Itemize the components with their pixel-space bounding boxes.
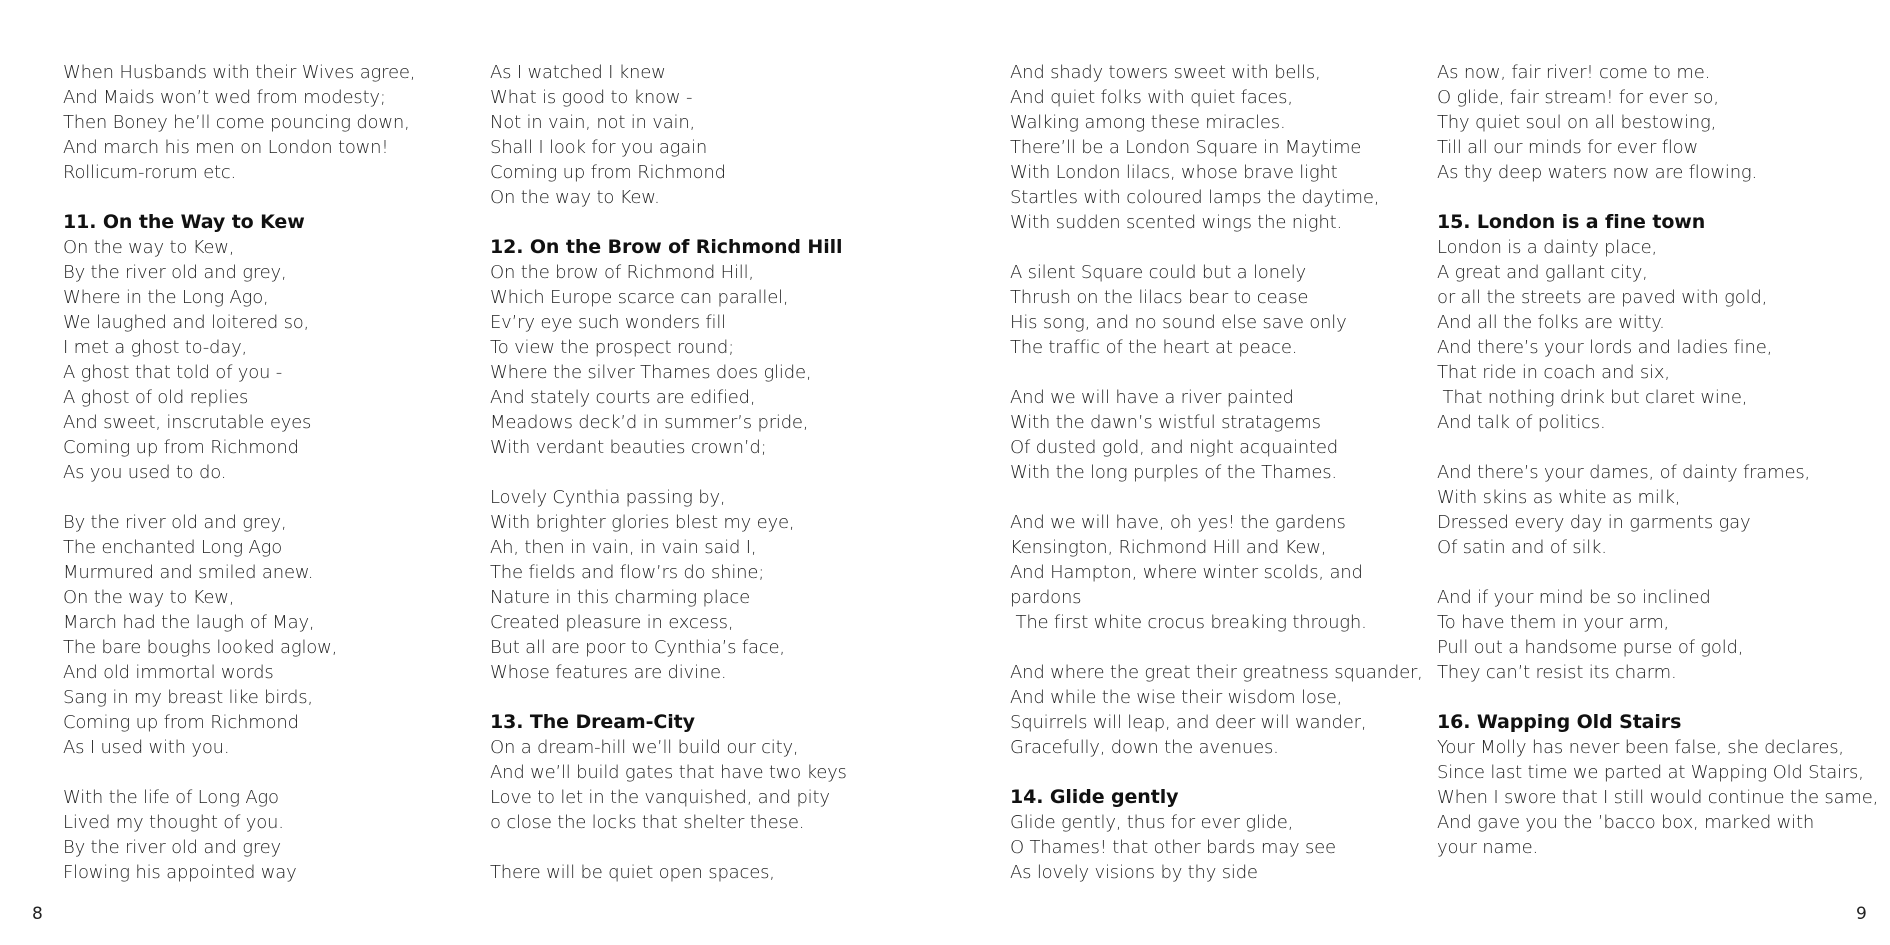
verse-line: London is a dainty place, — [1437, 237, 1658, 258]
stanza — [1437, 585, 1857, 685]
verse-line: The traffic of the heart at peace. — [1010, 337, 1298, 358]
verse-line: Coming up from Richmond — [63, 712, 299, 733]
verse-line: A ghost of old replies — [63, 387, 249, 408]
verse-line: Where the silver Thames does glide, — [490, 362, 812, 383]
stanza — [490, 860, 910, 885]
verse-line: And there’s your dames, of dainty frames, — [1437, 462, 1811, 483]
poem-section — [490, 235, 910, 460]
verse-line: O Thames! that other bards may see — [1010, 837, 1336, 858]
verse-line: o close the locks that shelter these. — [490, 812, 805, 833]
poem-section — [1437, 710, 1879, 860]
verse-line: The bare boughs looked aglow, — [63, 637, 338, 658]
verse-line: They can’t resist its charm. — [1437, 662, 1677, 683]
verse-line: Murmured and smiled anew. — [63, 562, 314, 583]
verse-line: Till all our minds for ever flow — [1437, 137, 1698, 158]
verse-line: We laughed and loitered so, — [63, 312, 310, 333]
verse-line: With the long purples of the Thames. — [1010, 462, 1337, 483]
verse-line: As now, fair river! come to me. — [1437, 62, 1711, 83]
verse-line: To view the prospect round; — [490, 337, 735, 358]
verse-line: Love to let in the vanquished, and pity — [490, 787, 830, 808]
poem-title: 16. Wapping Old Stairs — [1437, 711, 1682, 733]
poem-section — [490, 710, 910, 835]
verse-line: Since last time we parted at Wapping Old Stairs, — [1437, 762, 1864, 783]
stanza — [63, 510, 483, 760]
poem-title: 14. Glide gently — [1010, 786, 1179, 808]
verse-line: Lived my thought of you. — [63, 812, 284, 833]
poem-section — [1010, 785, 1430, 885]
verse-line: As thy deep waters now are flowing. — [1437, 162, 1758, 183]
verse-line: Kensington, Richmond Hill and Kew, — [1010, 537, 1327, 558]
verse-line: And all the folks are witty. — [1437, 312, 1665, 333]
verse-line: And we’ll build gates that have two keys — [490, 762, 847, 783]
verse-line: Rollicum-rorum etc. — [63, 162, 237, 183]
verse-line: That nothing drink but claret wine, — [1437, 387, 1748, 408]
verse-line: With verdant beauties crown’d; — [490, 437, 767, 458]
verse-line: There’ll be a London Square in Maytime — [1010, 137, 1362, 158]
verse-line: Of satin and of silk. — [1437, 537, 1607, 558]
stanza — [1010, 260, 1430, 360]
verse-line: Pull out a handsome purse of gold, — [1437, 637, 1744, 658]
poem-section — [1437, 210, 1857, 435]
verse-line: On the brow of Richmond Hill, — [490, 262, 754, 283]
column-2 — [490, 60, 910, 885]
verse-line: When I swore that I still would continue the same, — [1437, 787, 1879, 808]
verse-line: But all are poor to Cynthia’s face, — [490, 637, 785, 658]
verse-line: And while the wise their wisdom lose, — [1010, 687, 1343, 708]
verse-line: And quiet folks with quiet faces, — [1010, 87, 1293, 108]
verse-line: or all the streets are paved with gold, — [1437, 287, 1768, 308]
verse-line: Created pleasure in excess, — [490, 612, 734, 633]
verse-line: What is good to know - — [490, 87, 693, 108]
verse-line: And old immortal words — [63, 662, 274, 683]
poem-title: 12. On the Brow of Richmond Hill — [490, 236, 843, 258]
verse-line: Ah, then in vain, in vain said I, — [490, 537, 757, 558]
verse-line: And where the great their greatness squander, — [1010, 662, 1423, 683]
verse-line: A great and gallant city, — [1437, 262, 1648, 283]
stanza — [1010, 60, 1430, 235]
verse-line: The first white crocus breaking through. — [1010, 612, 1367, 633]
verse-line: With skins as white as milk, — [1437, 487, 1681, 508]
verse-line: Sang in my breast like birds, — [63, 687, 313, 708]
verse-line: Meadows deck’d in summer’s pride, — [490, 412, 809, 433]
verse-line: His song, and no sound else save only — [1010, 312, 1347, 333]
verse-line: Thy quiet soul on all bestowing, — [1437, 112, 1717, 133]
verse-line: With the dawn’s wistful stratagems — [1010, 412, 1321, 433]
verse-line: As you used to do. — [63, 462, 227, 483]
verse-line: As lovely visions by thy side — [1010, 862, 1258, 883]
verse-line: The fields and flow’rs do shine; — [490, 562, 765, 583]
verse-line: O glide, fair stream! for ever so, — [1437, 87, 1719, 108]
verse-line: And Hampton, where winter scolds, and — [1010, 562, 1363, 583]
verse-line: On the way to Kew, — [63, 237, 235, 258]
verse-line: Walking among these miracles. — [1010, 112, 1286, 133]
verse-line: With brighter glories blest my eye, — [490, 512, 795, 533]
verse-line: Not in vain, not in vain, — [490, 112, 696, 133]
stanza — [1010, 660, 1430, 760]
verse-line: With the life of Long Ago — [63, 787, 279, 808]
column-4 — [1437, 60, 1879, 860]
verse-line: And if your mind be so inclined — [1437, 587, 1711, 608]
verse-line: Squirrels will leap, and deer will wander, — [1010, 712, 1367, 733]
stanza — [63, 60, 483, 185]
column-3 — [1010, 60, 1430, 885]
verse-line: By the river old and grey, — [63, 262, 287, 283]
poem-title: 13. The Dream-City — [490, 711, 695, 733]
poem-title: 15. London is a fine town — [1437, 211, 1706, 233]
verse-line: With sudden scented wings the night. — [1010, 212, 1342, 233]
poem-section — [63, 210, 483, 485]
verse-line: Then Boney he’ll come pouncing down, — [63, 112, 410, 133]
verse-line: Flowing his appointed way — [63, 862, 297, 883]
verse-line: Whose features are divine. — [490, 662, 727, 683]
verse-line: And there’s your lords and ladies fine, — [1437, 337, 1773, 358]
verse-line: And stately courts are edified, — [490, 387, 756, 408]
page-number-right: 9 — [1856, 904, 1867, 924]
verse-line: And talk of politics. — [1437, 412, 1606, 433]
stanza — [1437, 460, 1857, 560]
verse-line: Glide gently, thus for ever glide, — [1010, 812, 1294, 833]
verse-line: your name. — [1437, 837, 1538, 858]
verse-line: And we will have a river painted — [1010, 387, 1294, 408]
stanza — [1010, 385, 1430, 485]
verse-line: March had the laugh of May, — [63, 612, 315, 633]
verse-line: Nature in this charming place — [490, 587, 750, 608]
verse-line: There will be quiet open spaces, — [490, 862, 775, 883]
verse-line: On the way to Kew, — [63, 587, 235, 608]
column-1 — [63, 60, 483, 885]
verse-line: By the river old and grey, — [63, 512, 287, 533]
verse-line: Ev’ry eye such wonders fill — [490, 312, 726, 333]
verse-line: That ride in coach and six, — [1437, 362, 1670, 383]
stanza — [490, 60, 910, 210]
verse-line: Thrush on the lilacs bear to cease — [1010, 287, 1309, 308]
stanza — [1437, 60, 1857, 185]
verse-line: I met a ghost to-day, — [63, 337, 248, 358]
verse-line: As I used with you. — [63, 737, 230, 758]
verse-line: Lovely Cynthia passing by, — [490, 487, 726, 508]
verse-line: pardons — [1010, 587, 1082, 608]
verse-line: Dressed every day in garments gay — [1437, 512, 1751, 533]
verse-line: When Husbands with their Wives agree, — [63, 62, 416, 83]
stanza — [63, 785, 483, 885]
poem-title: 11. On the Way to Kew — [63, 211, 305, 233]
verse-line: By the river old and grey — [63, 837, 281, 858]
verse-line: Startles with coloured lamps the daytime, — [1010, 187, 1380, 208]
verse-line: Of dusted gold, and night acquainted — [1010, 437, 1338, 458]
page-number-left: 8 — [32, 904, 43, 924]
stanza — [490, 485, 910, 685]
verse-line: Coming up from Richmond — [490, 162, 726, 183]
verse-line: The enchanted Long Ago — [63, 537, 283, 558]
verse-line: To have them in your arm, — [1437, 612, 1670, 633]
verse-line: Which Europe scarce can parallel, — [490, 287, 789, 308]
verse-line: And gave you the ’bacco box, marked with — [1437, 812, 1815, 833]
stanza — [1010, 510, 1430, 635]
verse-line: On a dream-hill we’ll build our city, — [490, 737, 799, 758]
verse-line: As I watched I knew — [490, 62, 666, 83]
verse-line: With London lilacs, whose brave light — [1010, 162, 1338, 183]
verse-line: Where in the Long Ago, — [63, 287, 269, 308]
verse-line: And shady towers sweet with bells, — [1010, 62, 1321, 83]
verse-line: On the way to Kew. — [490, 187, 660, 208]
verse-line: And march his men on London town! — [63, 137, 389, 158]
verse-line: Your Molly has never been false, she declares, — [1437, 737, 1844, 758]
verse-line: A ghost that told of you - — [63, 362, 283, 383]
verse-line: And Maids won’t wed from modesty; — [63, 87, 386, 108]
verse-line: And sweet, inscrutable eyes — [63, 412, 312, 433]
verse-line: And we will have, oh yes! the gardens — [1010, 512, 1346, 533]
verse-line: A silent Square could but a lonely — [1010, 262, 1306, 283]
verse-line: Gracefully, down the avenues. — [1010, 737, 1279, 758]
verse-line: Shall I look for you again — [490, 137, 708, 158]
verse-line: Coming up from Richmond — [63, 437, 299, 458]
